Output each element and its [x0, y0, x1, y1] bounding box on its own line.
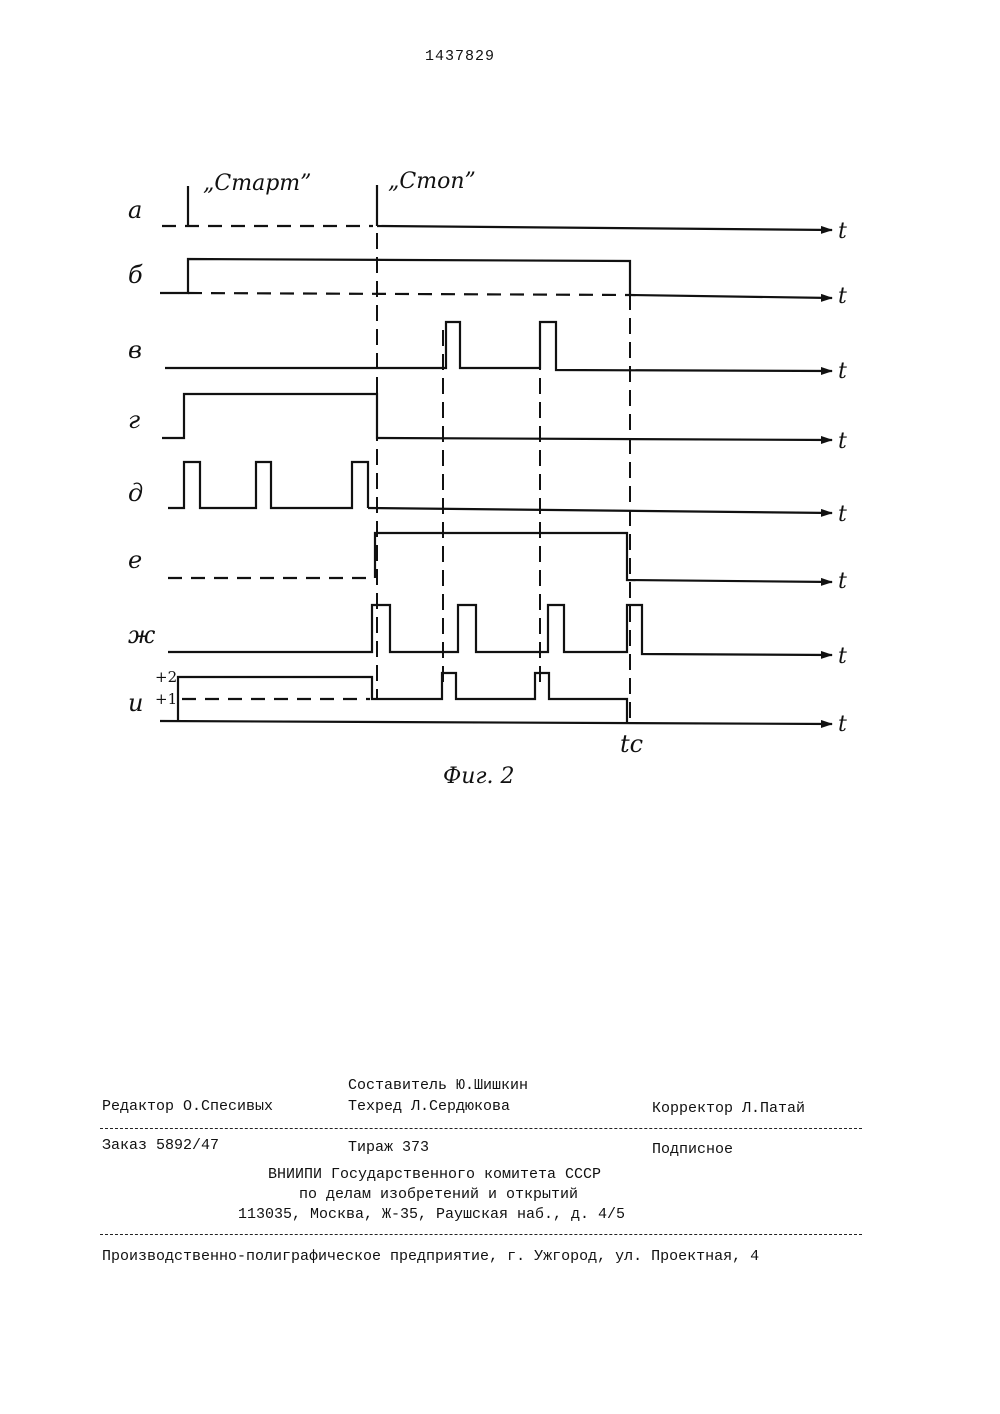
row-d-baseline	[368, 508, 832, 513]
editor-credit: Редактор О.Спесивых	[102, 1098, 274, 1115]
row-b-baseline-dashed	[188, 293, 630, 295]
patent-number: 1437829	[425, 48, 496, 65]
tc-label: tc	[620, 730, 644, 758]
row-i-baseline	[160, 721, 832, 724]
org-line-2: по делам изобретений и открытий	[299, 1186, 579, 1203]
t-axis-label-7: t	[838, 712, 847, 737]
row-zh-signal	[168, 605, 832, 655]
footer-rule-bottom	[100, 1234, 862, 1235]
printer-line: Производственно-полиграфическое предприятие, г. Ужгород, ул. Проектная, 4	[102, 1248, 760, 1265]
t-axis-label-0: t	[838, 219, 847, 244]
t-axis-label-2: t	[838, 359, 847, 384]
figure-caption: Фиг. 2	[443, 764, 515, 789]
start-annotation: „Старт”	[203, 171, 312, 196]
t-axis-label-1: t	[838, 284, 847, 309]
order-number: Заказ 5892/47	[102, 1137, 220, 1154]
row-i-signal	[178, 673, 627, 723]
level-plus-1: +1	[155, 690, 178, 708]
row-v-signal	[165, 322, 832, 371]
row-label-5: е	[128, 546, 143, 574]
row-label-6: ж	[128, 621, 156, 649]
stop-annotation: „Стоп”	[388, 169, 476, 194]
row-label-1: б	[128, 261, 143, 289]
level-plus-2: +2	[155, 668, 178, 686]
t-axis-label-5: t	[838, 569, 847, 594]
subscription-note: Подписное	[652, 1141, 734, 1158]
row-a-baseline	[377, 226, 832, 230]
corrector-credit: Корректор Л.Патай	[652, 1100, 806, 1117]
t-axis-label-6: t	[838, 644, 847, 669]
t-axis-label-3: t	[838, 429, 847, 454]
row-b-signal	[160, 259, 630, 295]
circulation: Тираж 373	[348, 1139, 430, 1156]
row-label-7: и	[128, 689, 144, 717]
row-label-4: д	[128, 479, 144, 507]
org-line-1: ВНИИПИ Государственного комитета СССР	[268, 1166, 602, 1183]
diagram-element-3	[128, 169, 847, 789]
row-d-pulses	[168, 462, 368, 508]
compiler-credit: Составитель Ю.Шишкин	[348, 1077, 529, 1094]
footer-rule-top	[100, 1128, 862, 1129]
row-b-baseline	[630, 295, 832, 298]
techred-credit: Техред Л.Сердюкова	[348, 1098, 511, 1115]
row-label-3: г	[128, 406, 141, 434]
org-address: 113035, Москва, Ж-35, Раушская наб., д. 4/5	[238, 1206, 626, 1223]
row-label-2: в	[128, 336, 142, 364]
row-label-0: а	[128, 196, 143, 224]
row-g-signal	[162, 394, 832, 440]
t-axis-label-4: t	[838, 502, 847, 527]
